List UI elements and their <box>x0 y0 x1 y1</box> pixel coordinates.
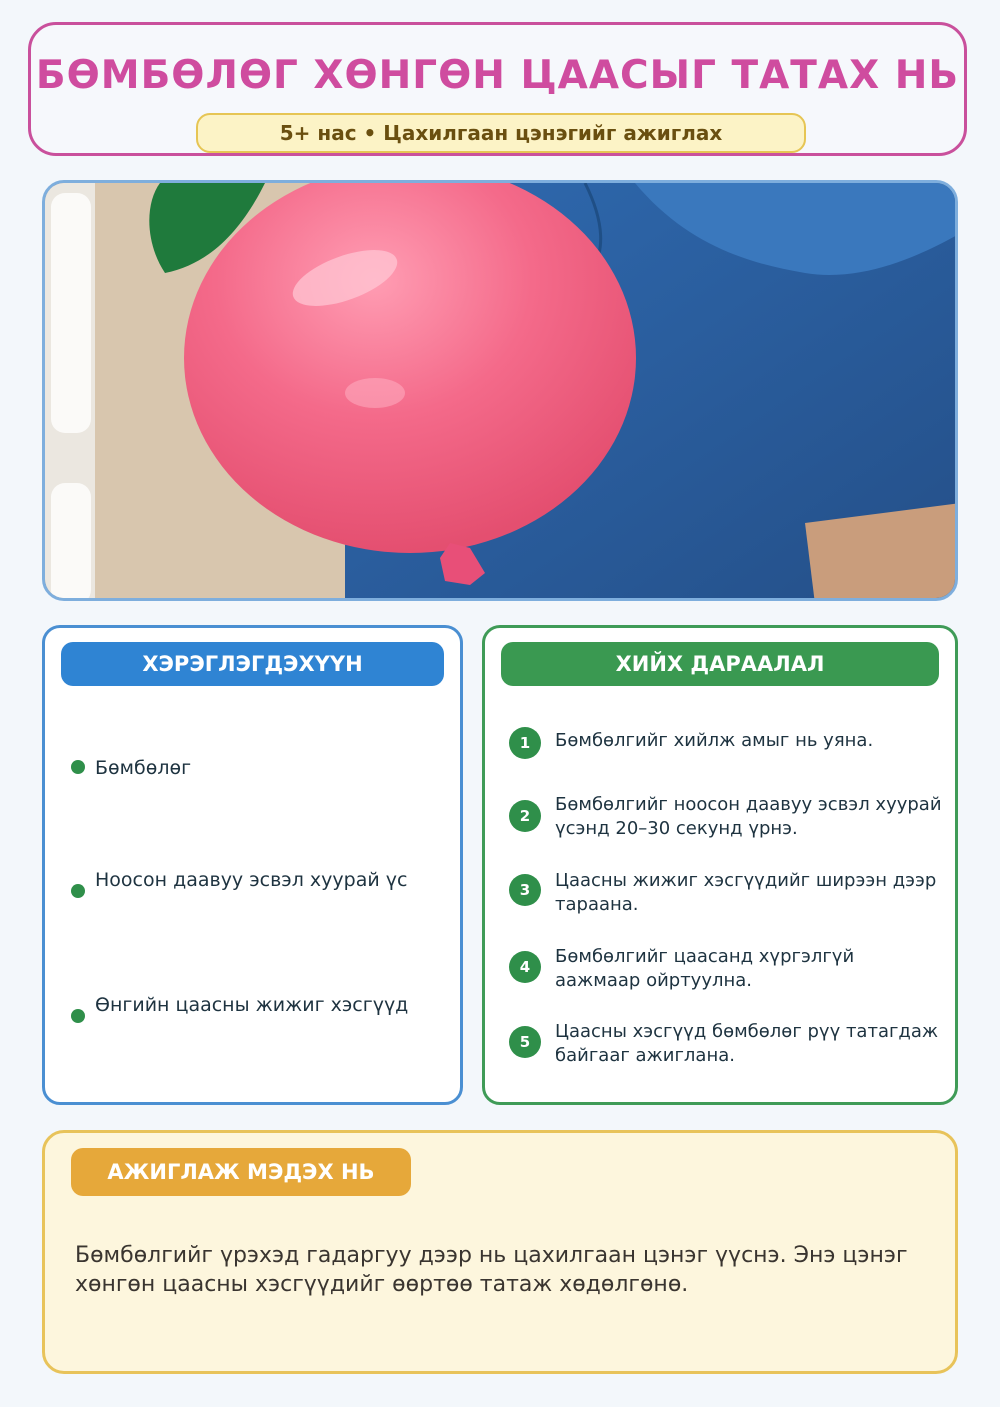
step-text: Бөмбөлгийг ноосон даавуу эсвэл хуурай үсэнд 20–30 секунд үрнэ. <box>555 794 942 839</box>
materials-heading: ХЭРЭГЛЭГДЭХҮҮН <box>61 642 444 686</box>
observation-panel <box>42 1130 958 1374</box>
step-text: Бөмбөлгийг хийлж амыг нь уяна. <box>555 730 874 751</box>
step-number: 2 <box>509 800 541 832</box>
steps-panel <box>482 625 958 1105</box>
step-number: 5 <box>509 1026 541 1058</box>
age-badge: 5+ нас • Цахилгаан цэнэгийг ажиглах <box>196 113 806 153</box>
materials-panel <box>42 625 463 1105</box>
list-item-label: Ноосон даавуу эсвэл хуурай үс <box>95 869 408 891</box>
page-title: БӨМБӨЛӨГ ХӨНГӨН ЦААСЫГ ТАТАХ НЬ <box>35 53 960 98</box>
step-text: Бөмбөлгийг цаасанд хүргэлгүй аажмаар ойртуулна. <box>555 946 855 991</box>
balloon-photo <box>42 180 958 601</box>
bullet-icon <box>71 884 85 898</box>
list-item-label: Бөмбөлөг <box>95 757 192 779</box>
list-item-label: Өнгийн цаасны жижиг хэсгүүд <box>95 994 409 1016</box>
bullet-icon <box>71 1009 85 1023</box>
steps-heading: ХИЙХ ДАРААЛАЛ <box>501 642 939 686</box>
step-text: Цаасны жижиг хэсгүүдийг ширээн дээр тараана. <box>555 870 937 915</box>
observation-heading: АЖИГЛАЖ МЭДЭХ НЬ <box>71 1148 411 1196</box>
step-text: Цаасны хэсгүүд бөмбөлөг рүү татагдаж байгааг ажиглана. <box>555 1021 939 1066</box>
step-number: 1 <box>509 727 541 759</box>
balloon-photo-illustration <box>45 183 958 601</box>
title-box <box>28 22 967 156</box>
bullet-icon <box>71 760 85 774</box>
observation-text: Бөмбөлгийг үрэхэд гадаргуу дээр нь цахилгаан цэнэг үүснэ. Энэ цэнэг хөнгөн цаасны хэсгүүдийг өөртөө татаж хөдөлгөнө. <box>75 1243 908 1297</box>
step-number: 4 <box>509 951 541 983</box>
step-number: 3 <box>509 874 541 906</box>
